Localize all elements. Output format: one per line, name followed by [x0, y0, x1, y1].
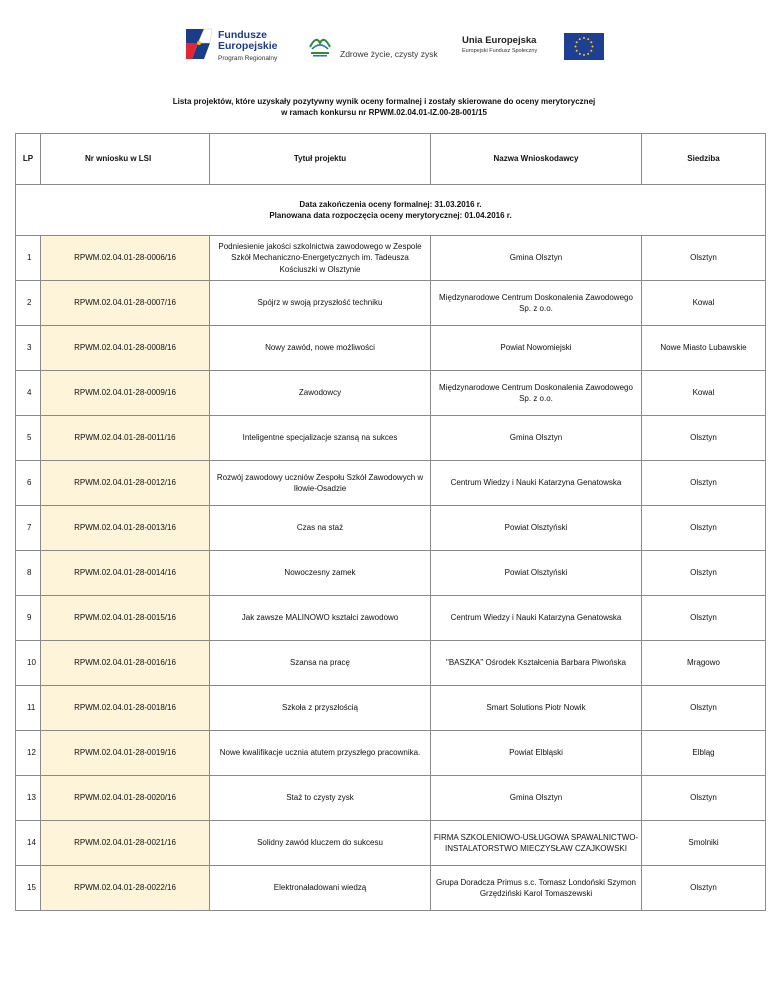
cell-nr: RPWM.02.04.01-28-0016/16 — [41, 641, 210, 686]
note-line2: Planowana data rozpoczęcia oceny merytorycznej: 01.04.2016 r. — [269, 211, 512, 220]
table-row — [16, 641, 766, 686]
cell-lp: 14 — [16, 821, 41, 866]
table-row — [16, 461, 766, 506]
fundusze-europejskie-logo — [184, 27, 294, 63]
cell-seat: Olsztyn — [642, 461, 766, 506]
cell-lp: 8 — [16, 551, 41, 596]
cell-lp: 2 — [16, 281, 41, 326]
cell-lp: 15 — [16, 866, 41, 911]
cell-title: Solidny zawód kluczem do sukcesu — [210, 821, 431, 866]
cell-nr: RPWM.02.04.01-28-0012/16 — [41, 461, 210, 506]
cell-nr: RPWM.02.04.01-28-0011/16 — [41, 416, 210, 461]
cell-nr: RPWM.02.04.01-28-0014/16 — [41, 551, 210, 596]
cell-lp: 3 — [16, 326, 41, 371]
cell-nr: RPWM.02.04.01-28-0008/16 — [41, 326, 210, 371]
cell-seat: Elbląg — [642, 731, 766, 776]
table-row — [16, 776, 766, 821]
table-row — [16, 416, 766, 461]
document-title-line1: Lista projektów, które uzyskały pozytywny wynik oceny formalnej i zostały skierowane do oceny merytorycznej — [172, 97, 596, 106]
projects-table — [15, 133, 766, 911]
table-row — [16, 551, 766, 596]
cell-title: Podniesienie jakości szkolnictwa zawodowego w Zespole Szkół Mechaniczno-Energetycznych im. Tadeusza Kościuszki w Olsztynie — [210, 236, 431, 281]
cell-title: Nowoczesny zamek — [210, 551, 431, 596]
cell-applicant: Gmina Olsztyn — [431, 236, 642, 281]
document-title — [0, 96, 768, 118]
cell-nr: RPWM.02.04.01-28-0013/16 — [41, 506, 210, 551]
cell-seat: Olsztyn — [642, 236, 766, 281]
cell-applicant: Powiat Olsztyński — [431, 506, 642, 551]
fe-subtitle: Program Regionalny — [218, 55, 278, 62]
wm-slogan: Zdrowe życie, czysty zysk — [340, 49, 438, 59]
table-row — [16, 686, 766, 731]
header-title: Tytuł projektu — [210, 134, 431, 185]
cell-lp: 10 — [16, 641, 41, 686]
cell-nr: RPWM.02.04.01-28-0006/16 — [41, 236, 210, 281]
cell-title: Jak zawsze MALINOWO kształci zawodowo — [210, 596, 431, 641]
dates-note-row — [16, 185, 766, 236]
cell-lp: 11 — [16, 686, 41, 731]
cell-applicant: Gmina Olsztyn — [431, 776, 642, 821]
dates-note — [16, 185, 766, 236]
cell-seat: Kowal — [642, 281, 766, 326]
warmia-mazury-mark-icon — [306, 33, 334, 59]
cell-nr: RPWM.02.04.01-28-0015/16 — [41, 596, 210, 641]
cell-title: Szkoła z przyszłością — [210, 686, 431, 731]
table-row — [16, 731, 766, 776]
cell-applicant: Centrum Wiedzy i Nauki Katarzyna Genatowska — [431, 461, 642, 506]
logo-strip — [0, 0, 768, 80]
cell-lp: 6 — [16, 461, 41, 506]
cell-seat: Mrągowo — [642, 641, 766, 686]
cell-lp: 1 — [16, 236, 41, 281]
cell-applicant: Grupa Doradcza Primus s.c. Tomasz Londoński Szymon Grzędziński Karol Tomaszewski — [431, 866, 642, 911]
cell-title: Elektronaładowani wiedzą — [210, 866, 431, 911]
cell-title: Zawodowcy — [210, 371, 431, 416]
cell-title: Czas na staż — [210, 506, 431, 551]
fe-title-line2: Europejskie — [218, 40, 278, 52]
note-line1: Data zakończenia oceny formalnej: 31.03.2016 r. — [299, 199, 482, 209]
cell-title: Inteligentne specjalizacje szansą na sukces — [210, 416, 431, 461]
cell-seat: Olsztyn — [642, 776, 766, 821]
cell-nr: RPWM.02.04.01-28-0007/16 — [41, 281, 210, 326]
cell-applicant: Międzynarodowe Centrum Doskonalenia Zawodowego Sp. z o.o. — [431, 371, 642, 416]
cell-lp: 12 — [16, 731, 41, 776]
table-row — [16, 281, 766, 326]
cell-seat: Olsztyn — [642, 416, 766, 461]
cell-nr: RPWM.02.04.01-28-0019/16 — [41, 731, 210, 776]
cell-lp: 7 — [16, 506, 41, 551]
cell-nr: RPWM.02.04.01-28-0020/16 — [41, 776, 210, 821]
cell-nr: RPWM.02.04.01-28-0022/16 — [41, 866, 210, 911]
unia-europejska-logo — [462, 33, 612, 61]
cell-seat: Olsztyn — [642, 866, 766, 911]
table-row — [16, 506, 766, 551]
table-header-row — [16, 134, 766, 185]
cell-seat: Kowal — [642, 371, 766, 416]
cell-applicant: FIRMA SZKOLENIOWO-USŁUGOWA SPAWALNICTWO-INSTALATORSTWO MIECZYSŁAW CZAJKOWSKI — [431, 821, 642, 866]
cell-title: Spójrz w swoją przyszłość techniku — [210, 281, 431, 326]
cell-nr: RPWM.02.04.01-28-0009/16 — [41, 371, 210, 416]
cell-lp: 4 — [16, 371, 41, 416]
cell-title: Staż to czysty zysk — [210, 776, 431, 821]
table-row — [16, 821, 766, 866]
table-row — [16, 326, 766, 371]
cell-title: Szansa na pracę — [210, 641, 431, 686]
cell-seat: Olsztyn — [642, 596, 766, 641]
cell-nr: RPWM.02.04.01-28-0021/16 — [41, 821, 210, 866]
cell-applicant: Powiat Olsztyński — [431, 551, 642, 596]
table-row — [16, 596, 766, 641]
cell-lp: 9 — [16, 596, 41, 641]
eu-flag-icon — [564, 33, 604, 60]
header-seat: Siedziba — [642, 134, 766, 185]
cell-applicant: Powiat Nowomiejski — [431, 326, 642, 371]
cell-title: Nowe kwalifikacje ucznia atutem przyszłego pracownika. — [210, 731, 431, 776]
cell-nr: RPWM.02.04.01-28-0018/16 — [41, 686, 210, 731]
cell-applicant: Gmina Olsztyn — [431, 416, 642, 461]
cell-lp: 5 — [16, 416, 41, 461]
cell-applicant: "BASZKA" Ośrodek Kształcenia Barbara Piwońska — [431, 641, 642, 686]
warmia-mazury-logo — [306, 33, 441, 63]
fe-star-flag-icon — [184, 27, 214, 61]
table-row — [16, 371, 766, 416]
cell-seat: Olsztyn — [642, 506, 766, 551]
fe-title-line1: Fundusze — [218, 29, 267, 41]
table-row — [16, 236, 766, 281]
cell-lp: 13 — [16, 776, 41, 821]
cell-seat: Olsztyn — [642, 551, 766, 596]
cell-seat: Smolniki — [642, 821, 766, 866]
header-applicant: Nazwa Wnioskodawcy — [431, 134, 642, 185]
cell-title: Rozwój zawodowy uczniów Zespołu Szkół Zawodowych w Iłowie-Osadzie — [210, 461, 431, 506]
ue-subtitle: Europejski Fundusz Społeczny — [462, 48, 538, 54]
cell-applicant: Smart Solutions Piotr Nowik — [431, 686, 642, 731]
cell-applicant: Powiat Elbląski — [431, 731, 642, 776]
cell-applicant: Międzynarodowe Centrum Doskonalenia Zawodowego Sp. z o.o. — [431, 281, 642, 326]
table-row — [16, 866, 766, 911]
cell-seat: Nowe Miasto Lubawskie — [642, 326, 766, 371]
ue-title: Unia Europejska — [462, 35, 537, 46]
header-nr: Nr wniosku w LSI — [41, 134, 210, 185]
document-title-line2: w ramach konkursu nr RPWM.02.04.01-IZ.00-28-001/15 — [281, 108, 487, 117]
header-lp: LP — [16, 134, 41, 185]
cell-title: Nowy zawód, nowe możliwości — [210, 326, 431, 371]
cell-applicant: Centrum Wiedzy i Nauki Katarzyna Genatowska — [431, 596, 642, 641]
cell-seat: Olsztyn — [642, 686, 766, 731]
